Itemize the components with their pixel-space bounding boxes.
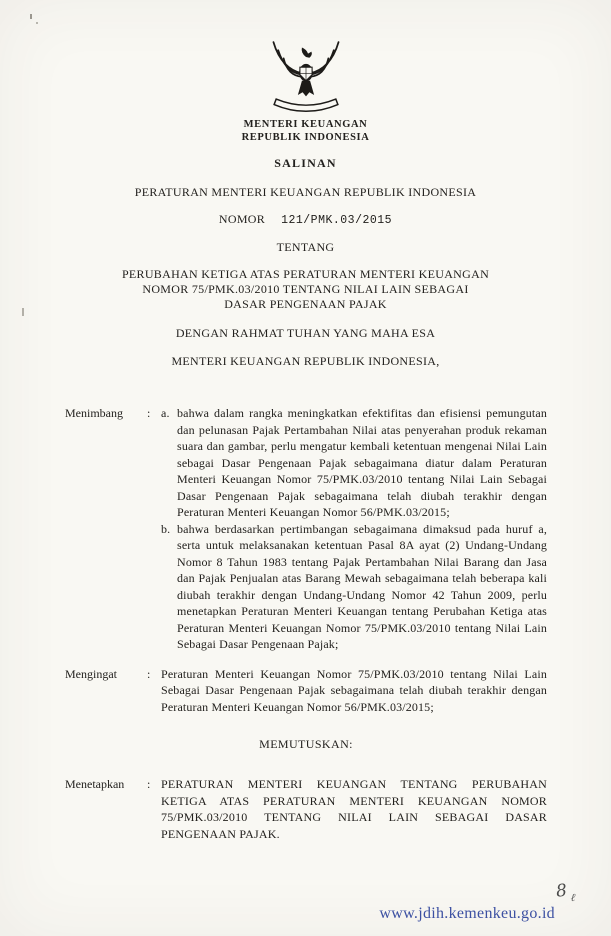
authority-line: MENTERI KEUANGAN REPUBLIK INDONESIA, <box>171 354 440 368</box>
footer-jdih-url: www.jdih.kemenkeu.go.id <box>379 905 555 922</box>
salinan-label: SALINAN <box>274 156 337 170</box>
regulation-title: PERATURAN MENTERI KEUANGAN REPUBLIK INDONESIA <box>134 185 477 199</box>
subject-line: PERUBAHAN KETIGA ATAS PERATURAN MENTERI KEUANGAN <box>121 267 490 281</box>
menimbang-item-a <box>161 405 547 521</box>
scan-artifact <box>30 14 32 19</box>
item-text: bahwa berdasarkan pertimbangan sebagaimana dimaksud pada huruf a, serta untuk melaksanakan ketentuan Pasal 8A ayat (2) Undang-Undang Nomor 8 Tahun 1983 tentang Pajak Pertambahan Nilai Barang dan Jasa dan Pajak Penjualan atas Barang Mewah sebagaimana telah beberapa kali diubah terakhir dengan Undang-Undang Nomor 42 Tahun 2009, perlu menetapkan Peraturan Menteri Keuangan tentang Perubahan Ketiga atas Peraturan Menteri Keuangan Nomor 75/PMK.03/2010 tentang Nilai Lain Sebagai Dasar Pengenaan Pajak; <box>177 521 547 651</box>
menetapkan-label: Menetapkan <box>65 777 125 791</box>
menimbang-item-b <box>161 521 547 653</box>
nomor-label: NOMOR <box>218 212 266 226</box>
ministry-name: MENTERI KEUANGAN <box>243 119 368 130</box>
clause-colon: : <box>147 666 151 681</box>
item-marker: a. <box>161 406 170 420</box>
item-marker: b. <box>161 521 171 536</box>
document-body <box>0 405 611 842</box>
menimbang-clause <box>65 405 547 653</box>
scan-artifact <box>36 22 38 24</box>
garuda-emblem-icon <box>264 34 348 114</box>
handwritten-mark: 8 ℓ <box>554 880 576 905</box>
nomor-value: 121/PMK.03/2015 <box>281 214 393 227</box>
mengingat-label: Mengingat <box>65 666 117 681</box>
memutuskan-heading: MEMUTUSKAN: <box>259 737 353 751</box>
clause-colon: : <box>147 406 151 420</box>
item-text: bahwa dalam rangka meningkatkan efektifitas dan efisiensi pemungutan dan pelunasan Pajak Pertambahan Nilai atas penyerahan produk rekaman suara dan gambar, perlu mengatur kembali ketentuan mengenai Nilai Lain sebagai Dasar Pengenaan Pajak sebagaimana diatur dalam Peraturan Menteri Keuangan Nomor 75/PMK.03/2010 tentang Nilai Lain Sebagai Dasar Pengenaan Pajak sebagaimana telah diubah terakhir dengan Peraturan Menteri Keuangan Nomor 56/PMK.03/2015; <box>177 406 547 519</box>
menetapkan-text: PERATURAN MENTERI KEUANGAN TENTANG PERUBAHAN KETIGA ATAS PERATURAN MENTERI KEUANGAN NOMOR 75/PMK.03/2010 TENTANG NILAI LAIN SEBAGAI DASAR PENGENAAN PAJAK. <box>161 777 547 841</box>
tentang-label: TENTANG <box>276 240 335 254</box>
republic-name: REPUBLIK INDONESIA <box>241 132 370 143</box>
subject-line: NOMOR 75/PMK.03/2010 TENTANG NILAI LAIN SEBAGAI <box>142 282 469 296</box>
grace-line: DENGAN RAHMAT TUHAN YANG MAHA ESA <box>175 326 436 340</box>
subject-line: DASAR PENGENAAN PAJAK <box>224 297 387 311</box>
mengingat-text: Peraturan Menteri Keuangan Nomor 75/PMK.03/2010 tentang Nilai Lain Sebagai Dasar Pengenaan Pajak sebagaimana telah diubah terakhir dengan Peraturan Menteri Keuangan Nomor 56/PMK.03/2015; <box>161 666 547 714</box>
mengingat-clause <box>65 666 547 716</box>
menetapkan-clause <box>65 776 547 842</box>
scan-artifact <box>22 308 24 316</box>
clause-colon: : <box>147 777 151 791</box>
menimbang-label: Menimbang <box>65 406 123 420</box>
regulation-subject <box>0 267 611 312</box>
handwritten-flourish: ℓ <box>569 890 576 905</box>
nomor-line <box>0 212 611 228</box>
document-header <box>0 0 611 171</box>
